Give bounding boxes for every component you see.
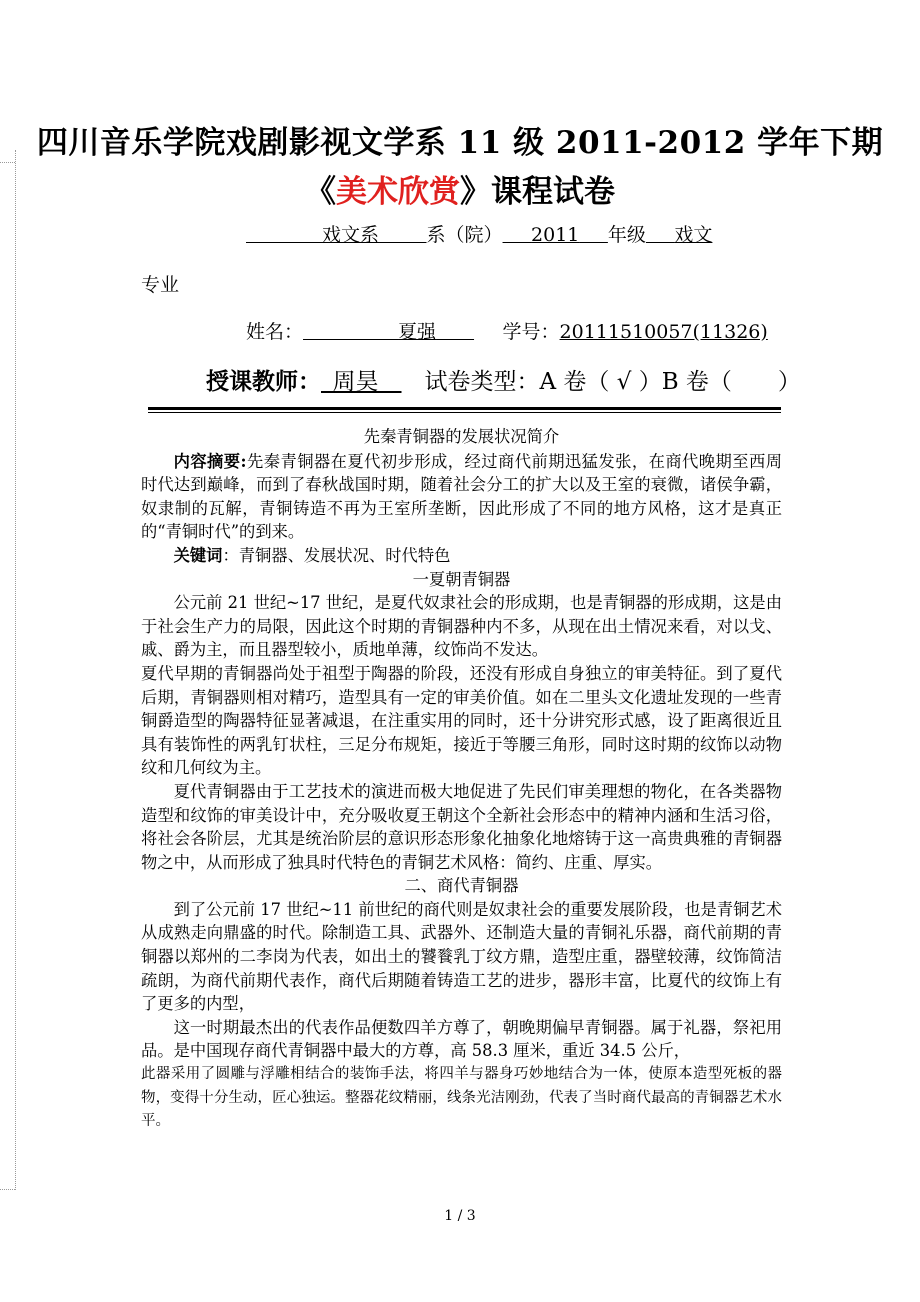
paragraph: 到了公元前 17 世纪~11 前世纪的商代则是奴隶社会的重要发展阶段，也是青铜艺术从成熟走向鼎盛的时代。除制造工具、武器外、还制造大量的青铜礼乐器，商代前期的青铜器以郑州的二李岗为代表，如出土的饕餮乳丁纹方鼎，造型庄重，器壁较薄，纹饰简洁疏朗，为商代前期代表作，商代后期随着铸造工艺的进步，器形丰富，比夏代的纹饰上有了更多的内型， — [141, 899, 782, 1014]
teacher-name: 周昊 — [332, 369, 379, 395]
header-divider — [148, 407, 781, 410]
exam-title-line1: 四川音乐学院戏剧影视文学系 11 级 2011-2012 学年下期 — [36, 125, 884, 161]
abstract-paragraph: 内容摘要:先秦青铜器在夏代初步形成，经过商代前期迅猛发张，在商代晚期至西周时代达到巅峰，而到了春秋战国时期，随着社会分工的扩大以及王室的衰微，诸侯争霸，奴隶制的瓦解，青铜铸造不再为王室所垄断，因此形成了不同的地方风格，这才是真正的“青铜时代”的到来。 — [141, 451, 782, 542]
paragraph-small: 此器采用了圆雕与浮雕相结合的装饰手法，将四羊与器身巧妙地结合为一体，使原本造型死板的器物，变得十分生动，匠心独运。整器花纹精丽，线条光洁刚劲，代表了当时商代最高的青铜器艺术水平。 — [141, 1066, 782, 1130]
keywords-paragraph: 关键词：青铜器、发展状况、时代特色 — [173, 545, 451, 565]
paragraph: 这一时期最杰出的代表作品便数四羊方尊了，朝晚期偏早青铜器。属于礼器，祭祀用品。是中国现存商代青铜器中最大的方尊，高 58.3 厘米，重近 34.5 公斤， — [141, 1017, 782, 1061]
section-heading-xia: 一夏朝青铜器 — [412, 569, 511, 589]
course-name: 美术欣赏 — [336, 174, 460, 210]
department-line: 戏文系 系（院） 2011 年级 戏文 — [246, 220, 712, 247]
paragraph: 公元前 21 世纪~17 世纪，是夏代奴隶社会的形成期，也是青铜器的形成期，这是由于社会生产力的局限，因此这个时期的青铜器种内不多，从现在出土情况来看，对以戈、戚、爵为主，而且器型较小，质地单薄，纹饰尚不发达。 — [141, 593, 782, 660]
paragraph: 夏代早期的青铜器尚处于祖型于陶器的阶段，还没有形成自身独立的审美特征。到了夏代后期，青铜器则相对精巧，造型具有一定的审美价值。如在二里头文化遗址发现的一些青铜爵造型的陶器特征显著减退，在注重实用的同时，还十分讲究形式感，设了距离很近且具有装饰性的两乳钉状柱，三足分布规矩，接近于等腰三角形，同时这时期的纹饰以动物纹和几何纹为主。 — [141, 663, 782, 778]
student-line: 姓名： 夏强 学号：20111510057(11326) — [246, 321, 768, 343]
grade-value: 2011 — [531, 224, 580, 246]
major-value: 戏文 — [674, 224, 713, 246]
article-body — [141, 425, 782, 1134]
student-name: 夏强 — [398, 321, 437, 343]
exam-type: 试卷类型：A 卷（ √ ）B 卷（ ） — [424, 369, 801, 395]
teacher-line: 授课教师： 周昊 试卷类型：A 卷（ √ ）B 卷（ ） — [206, 368, 801, 395]
paragraph: 夏代青铜器由于工艺技术的演进而极大地促进了先民们审美理想的物化，在各类器物造型和纹饰的审美设计中，充分吸收夏王朝这个全新社会形态中的精神内涵和生活习俗，将社会各阶层，尤其是统治阶层的意识形态形象化抽象化地熔铸于这一高贵典雅的青铜器物之中，从而形成了独具时代特色的青铜艺术风格：简约、庄重、厚实。 — [141, 781, 782, 872]
page-margin-marker — [0, 150, 16, 1190]
section-heading-shang: 二、商代青铜器 — [404, 876, 519, 896]
department-value: 戏文系 — [322, 224, 380, 246]
major-label: 专业 — [141, 274, 180, 296]
header-divider-thin — [148, 412, 781, 413]
page-number: 1 / 3 — [444, 1208, 476, 1224]
article-title: 先秦青铜器的发展状况简介 — [363, 427, 560, 446]
student-id: 20111510057(11326) — [559, 321, 768, 343]
exam-title-line2: 《美术欣赏》课程试卷 — [305, 174, 615, 210]
